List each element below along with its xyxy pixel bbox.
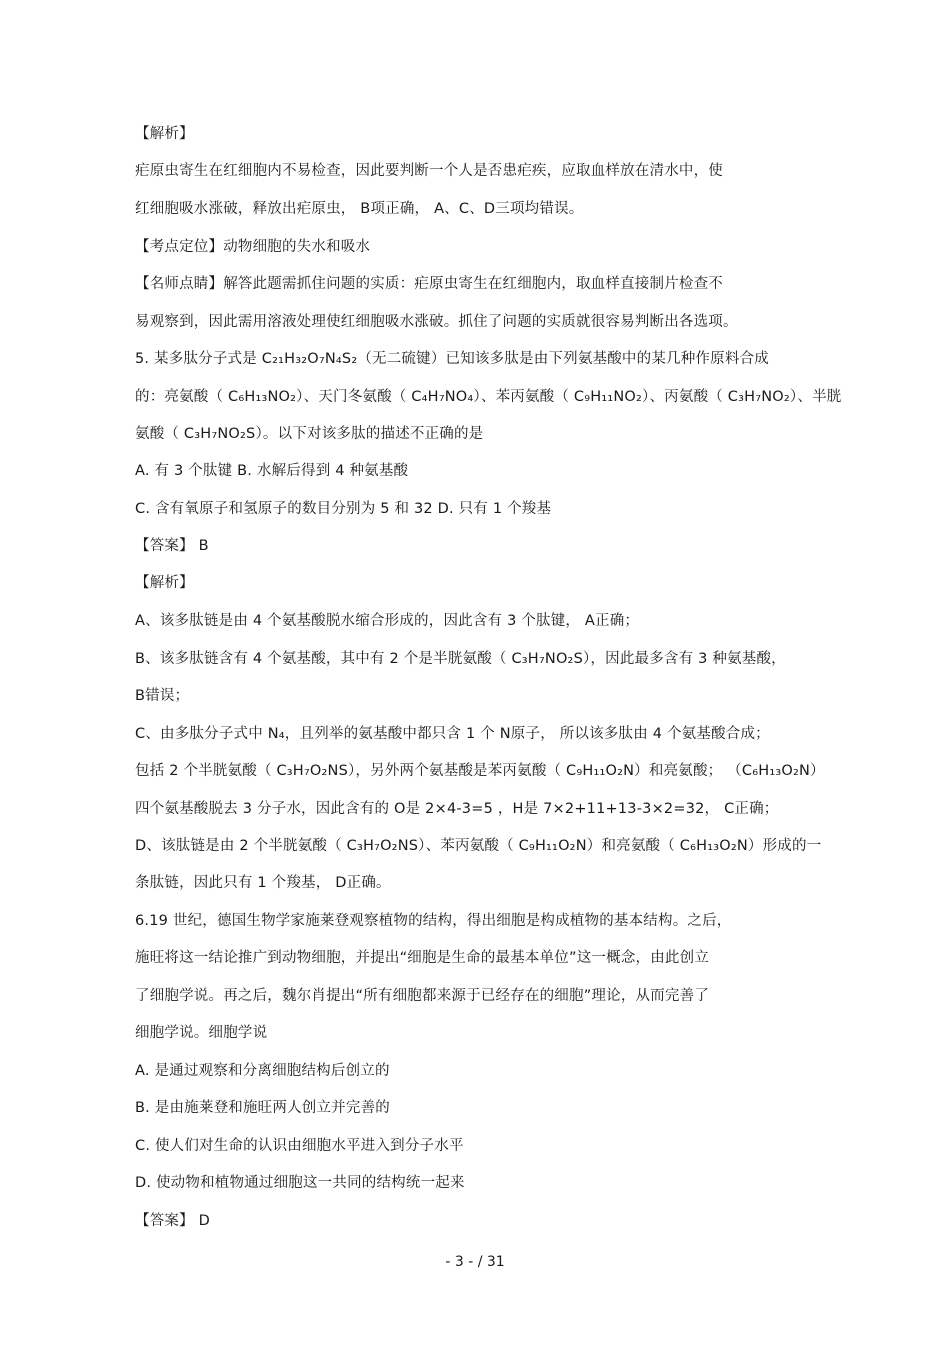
page-number: - 3 - / 31 — [445, 1254, 505, 1270]
answer-line: 【答案】 D — [135, 1213, 210, 1229]
key-point-line: 【考点定位】动物细胞的失水和吸水 — [135, 239, 371, 255]
analysis-line: 包括 2 个半胱氨酸（ C₃H₇O₂NS），另外两个氨基酸是苯丙氨酸（ C₉H₁₁O₂N）和亮氨酸； （C₆H₁₃O₂N） — [135, 763, 825, 779]
question-5-stem: 5. 某多肽分子式是 C₂₁H₃₂O₇N₄S₂（无二硫键）已知该多肽是由下列氨基酸中的某几种作原料合成 — [135, 351, 769, 367]
analysis-line: B、该多肽链含有 4 个氨基酸，其中有 2 个是半胱氨酸（ C₃H₇NO₂S），因此最多含有 3 种氨基酸， — [135, 651, 786, 667]
analysis-line: A、该多肽链是由 4 个氨基酸脱水缩合形成的，因此含有 3 个肽键， A正确； — [135, 613, 640, 629]
analysis-line: 四个氨基酸脱去 3 分子水，因此含有的 O是 2×4-3=5 ，H是 7×2+11+13-3×2=32， C正确； — [135, 801, 779, 817]
analysis-line: C、由多肽分子式中 N₄，且列举的氨基酸中都只含 1 个 N原子， 所以该多肽由 4 个氨基酸合成； — [135, 726, 770, 742]
question-6-stem: 施旺将这一结论推广到动物细胞，并提出“细胞是生命的最基本单位”这一概念，由此创立 — [135, 950, 710, 966]
question-6-stem: 细胞学说。细胞学说 — [135, 1025, 268, 1041]
question-5-stem: 的：亮氨酸（ C₆H₁₃NO₂）、天门冬氨酸（ C₄H₇NO₄）、苯丙氨酸（ C₉H₁₁NO₂）、丙氨酸（ C₃H₇NO₂）、半胱 — [135, 389, 842, 405]
question-5-stem: 氨酸（ C₃H₇NO₂S）。以下对该多肽的描述不正确的是 — [135, 426, 484, 442]
question-6-option-c: C. 使人们对生命的认识由细胞水平进入到分子水平 — [135, 1138, 464, 1154]
question-6-option-a: A. 是通过观察和分离细胞结构后创立的 — [135, 1063, 390, 1079]
teacher-comment-line: 【名师点睛】解答此题需抓住问题的实质：疟原虫寄生在红细胞内，取血样直接制片检查不 — [135, 276, 723, 292]
paragraph-line: 易观察到，因此需用溶液处理使红细胞吸水涨破。抓住了问题的实质就很容易判断出各选项。 — [135, 314, 738, 330]
analysis-line: D、该肽链是由 2 个半胱氨酸（ C₃H₇O₂NS）、苯丙氨酸（ C₉H₁₁O₂N）和亮氨酸（ C₆H₁₃O₂N）形成的一 — [135, 838, 822, 854]
question-6-option-d: D. 使动物和植物通过细胞这一共同的结构统一起来 — [135, 1175, 465, 1191]
analysis-line: 条肽链，因此只有 1 个羧基， D正确。 — [135, 875, 391, 891]
question-6-stem: 6.19 世纪，德国生物学家施莱登观察植物的结构，得出细胞是构成植物的基本结构。之后， — [135, 913, 732, 929]
paragraph-line: 疟原虫寄生在红细胞内不易检查，因此要判断一个人是否患疟疾，应取血样放在清水中，使 — [135, 163, 723, 179]
question-5-options-ab: A. 有 3 个肽键 B. 水解后得到 4 种氨基酸 — [135, 463, 409, 479]
answer-line: 【答案】 B — [135, 538, 209, 554]
heading-analysis: 【解析】 — [135, 575, 194, 591]
heading-analysis: 【解析】 — [135, 126, 194, 142]
question-6-option-b: B. 是由施莱登和施旺两人创立并完善的 — [135, 1100, 390, 1116]
question-5-options-cd: C. 含有氧原子和氢原子的数目分别为 5 和 32 D. 只有 1 个羧基 — [135, 501, 552, 517]
paragraph-line: 红细胞吸水涨破，释放出疟原虫， B项正确， A、C、D三项均错误。 — [135, 201, 584, 217]
question-6-stem: 了细胞学说。再之后，魏尔肖提出“所有细胞都来源于已经存在的细胞”理论，从而完善了 — [135, 988, 710, 1004]
analysis-line: B错误； — [135, 688, 190, 704]
